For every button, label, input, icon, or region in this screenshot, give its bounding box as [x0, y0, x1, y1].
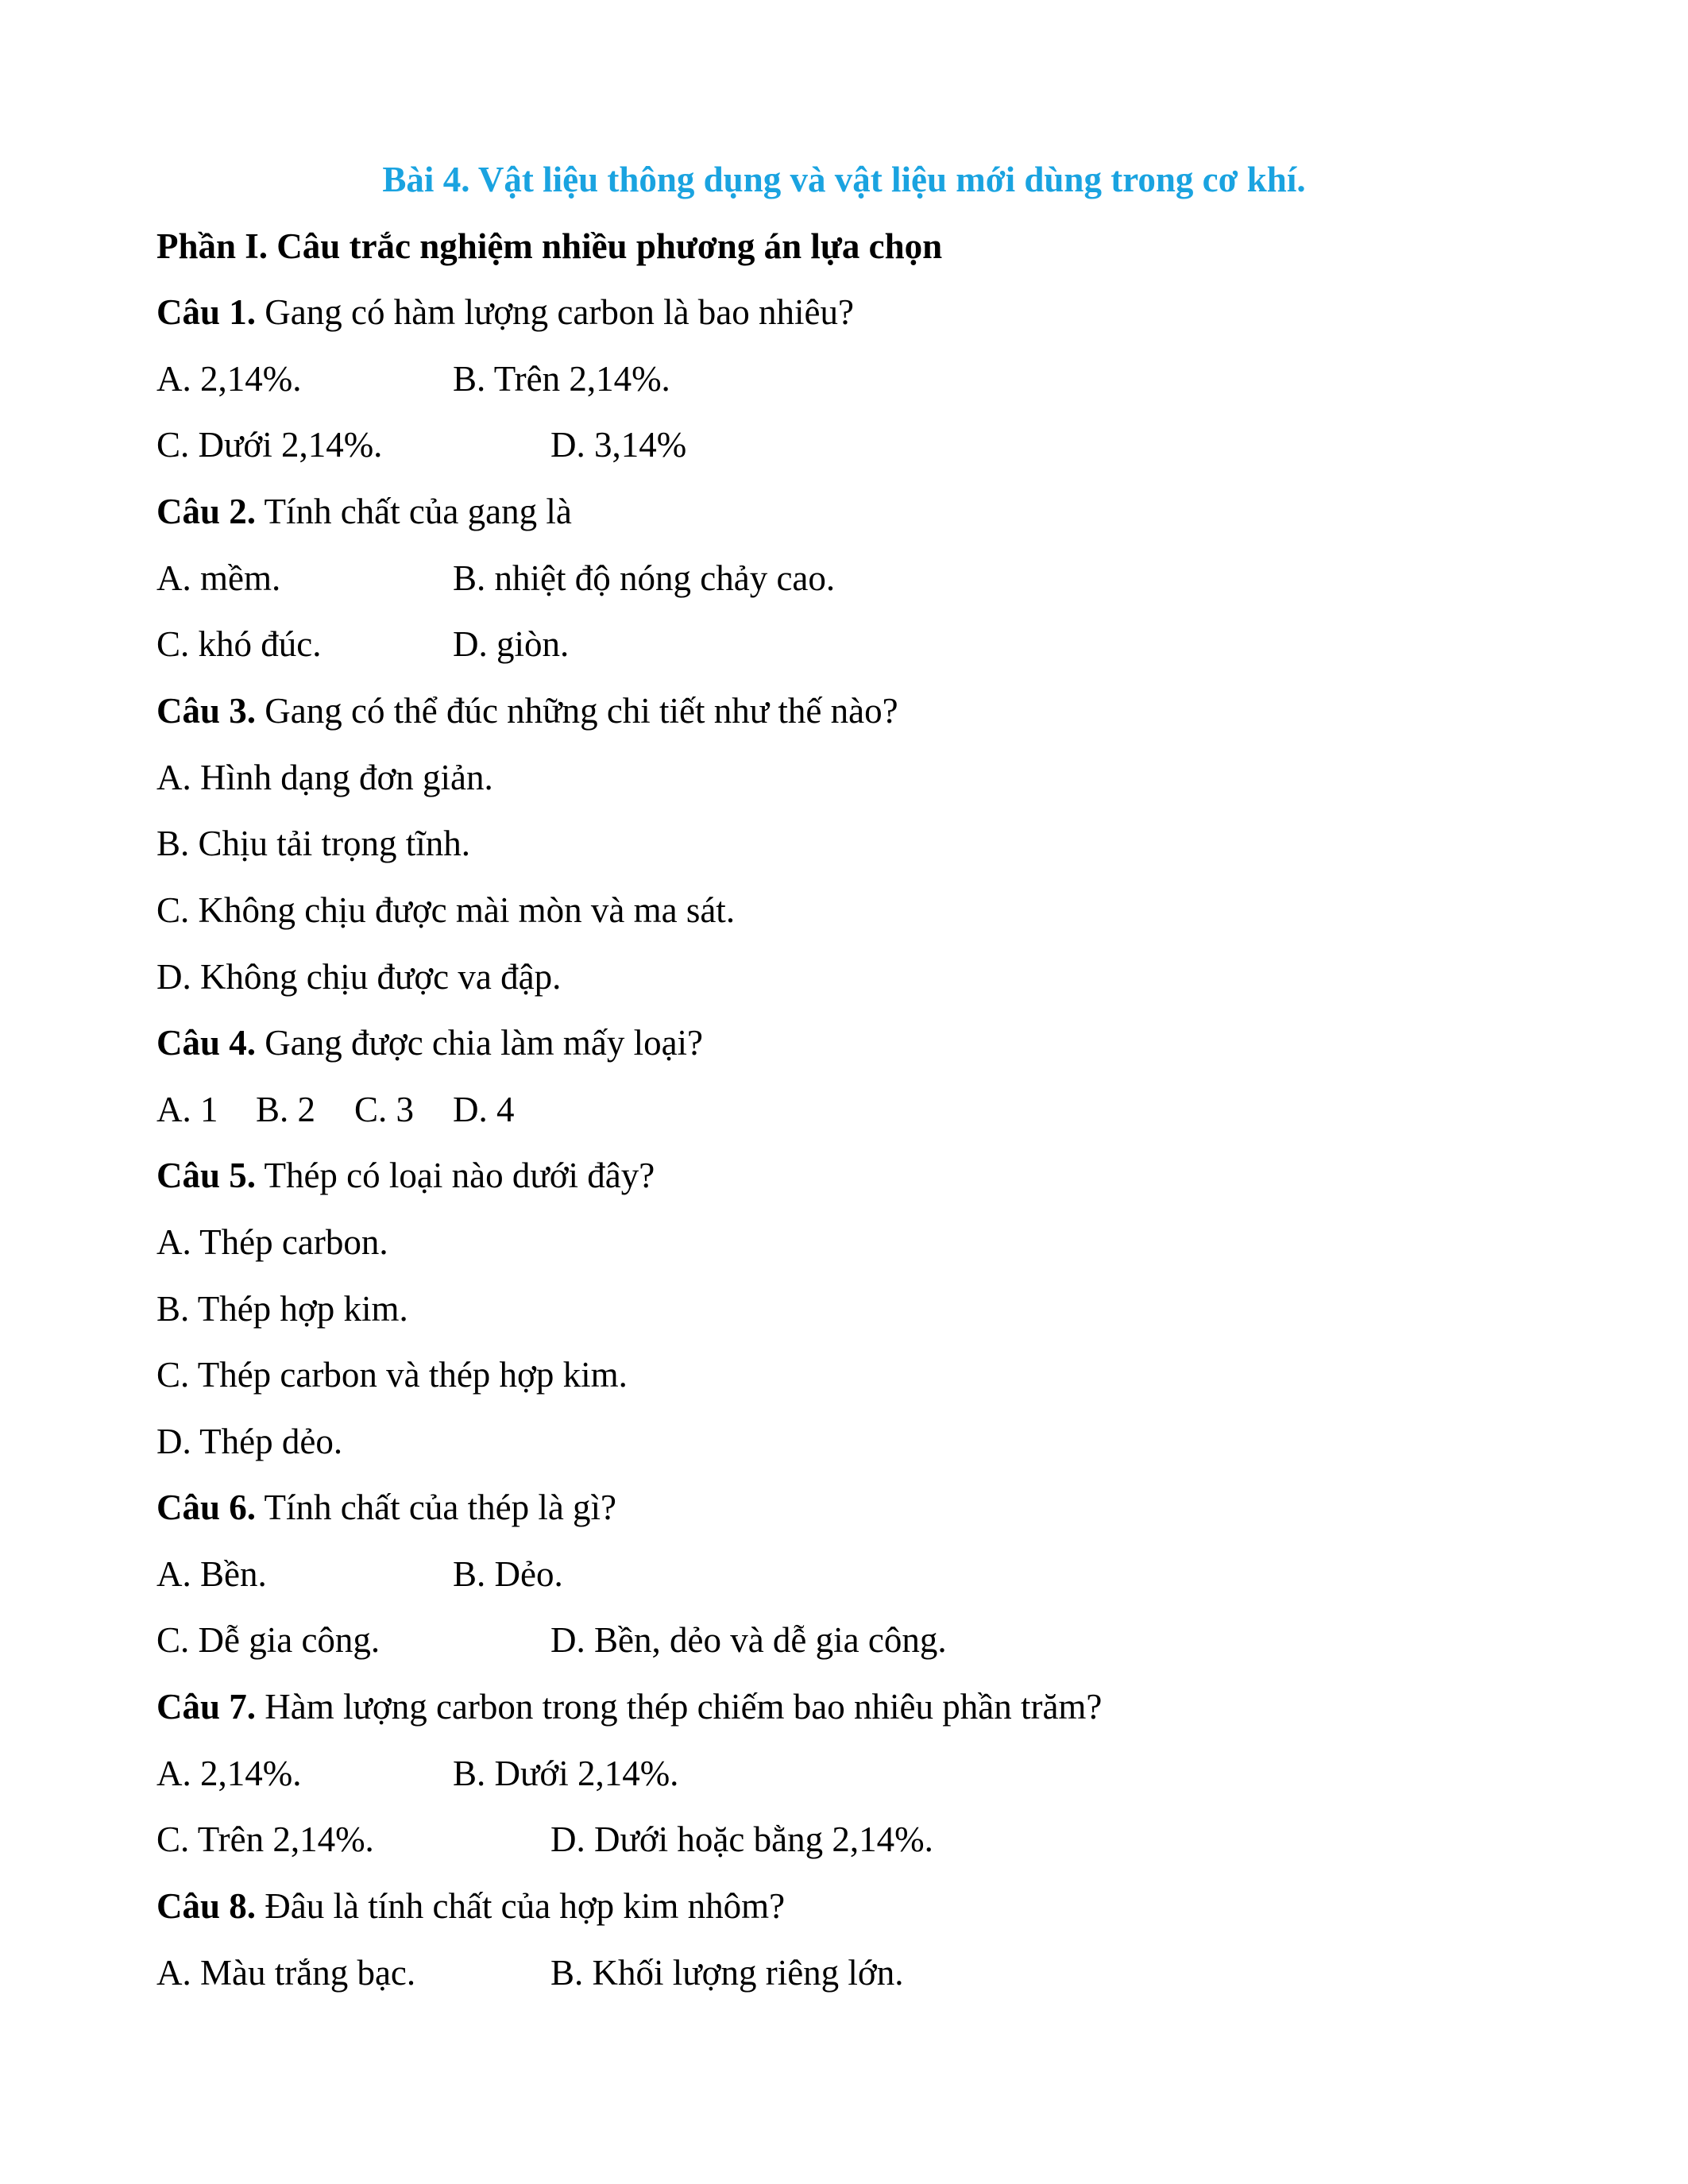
- q5-option-a: A. Thép carbon.: [156, 1222, 388, 1262]
- question-6: [156, 1485, 616, 1530]
- question-text: Gang có hàm lượng carbon là bao nhiêu?: [256, 292, 854, 332]
- question-text: Hàm lượng carbon trong thép chiếm bao nhiêu phần trăm?: [256, 1687, 1103, 1727]
- q4-option-b: B. 2: [256, 1090, 316, 1129]
- q8-option-b: B. Khối lượng riêng lớn.: [550, 1953, 904, 1993]
- question-number: Câu 5.: [156, 1156, 257, 1195]
- question-8: [156, 1884, 785, 1928]
- q6-option-d: D. Bền, dẻo và dễ gia công.: [550, 1620, 947, 1660]
- question-4: [156, 1021, 703, 1065]
- question-number: Câu 2.: [156, 492, 257, 531]
- q2-option-b: B. nhiệt độ nóng chảy cao.: [453, 558, 836, 598]
- q1-option-a: A. 2,14%.: [156, 359, 302, 399]
- question-number: Câu 4.: [156, 1023, 257, 1063]
- q2-option-a: A. mềm.: [156, 558, 281, 598]
- q4-option-c: C. 3: [354, 1090, 415, 1129]
- question-1: [156, 290, 854, 334]
- question-5: [156, 1153, 655, 1198]
- question-text: Gang được chia làm mấy loại?: [256, 1023, 704, 1063]
- q4-option-d: D. 4: [453, 1090, 515, 1129]
- q5-option-b: B. Thép hợp kim.: [156, 1289, 408, 1329]
- q2-option-c: C. khó đúc.: [156, 624, 322, 664]
- question-number: Câu 1.: [156, 292, 257, 332]
- q1-option-c: C. Dưới 2,14%.: [156, 425, 383, 465]
- q7-option-c: C. Trên 2,14%.: [156, 1819, 374, 1859]
- q7-option-b: B. Dưới 2,14%.: [453, 1754, 679, 1793]
- q6-option-c: C. Dễ gia công.: [156, 1620, 380, 1660]
- question-7: [156, 1684, 1102, 1729]
- q3-option-b: B. Chịu tải trọng tĩnh.: [156, 824, 471, 863]
- question-number: Câu 3.: [156, 691, 257, 731]
- q8-option-a: A. Màu trắng bạc.: [156, 1953, 416, 1993]
- q7-option-a: A. 2,14%.: [156, 1754, 302, 1793]
- q6-option-b: B. Dẻo.: [453, 1554, 563, 1594]
- question-text: Tính chất của thép là gì?: [256, 1488, 617, 1527]
- q6-option-a: A. Bền.: [156, 1554, 267, 1594]
- question-3: [156, 689, 898, 733]
- q2-option-d: D. giòn.: [453, 624, 570, 664]
- q1-option-b: B. Trên 2,14%.: [453, 359, 670, 399]
- question-text: Gang có thể đúc những chi tiết như thế nào?: [256, 691, 898, 731]
- question-number: Câu 7.: [156, 1687, 257, 1727]
- question-2: [156, 489, 572, 534]
- question-text: Tính chất của gang là: [256, 492, 572, 531]
- section-heading: Phần I. Câu trắc nghiệm nhiều phương án lựa chọn: [156, 226, 943, 266]
- question-number: Câu 6.: [156, 1488, 257, 1527]
- q5-option-c: C. Thép carbon và thép hợp kim.: [156, 1355, 628, 1395]
- question-text: Thép có loại nào dưới đây?: [256, 1156, 655, 1195]
- q3-option-c: C. Không chịu được mài mòn và ma sát.: [156, 890, 736, 930]
- q4-option-a: A. 1: [156, 1090, 218, 1129]
- q5-option-d: D. Thép dẻo.: [156, 1422, 343, 1461]
- document-title: Bài 4. Vật liệu thông dụng và vật liệu mới dùng trong cơ khí.: [382, 160, 1306, 199]
- q1-option-d: D. 3,14%: [550, 425, 687, 465]
- q3-option-d: D. Không chịu được va đập.: [156, 957, 562, 997]
- question-number: Câu 8.: [156, 1886, 257, 1926]
- q7-option-d: D. Dưới hoặc bằng 2,14%.: [550, 1819, 933, 1859]
- q3-option-a: A. Hình dạng đơn giản.: [156, 758, 493, 797]
- question-text: Đâu là tính chất của hợp kim nhôm?: [256, 1886, 786, 1926]
